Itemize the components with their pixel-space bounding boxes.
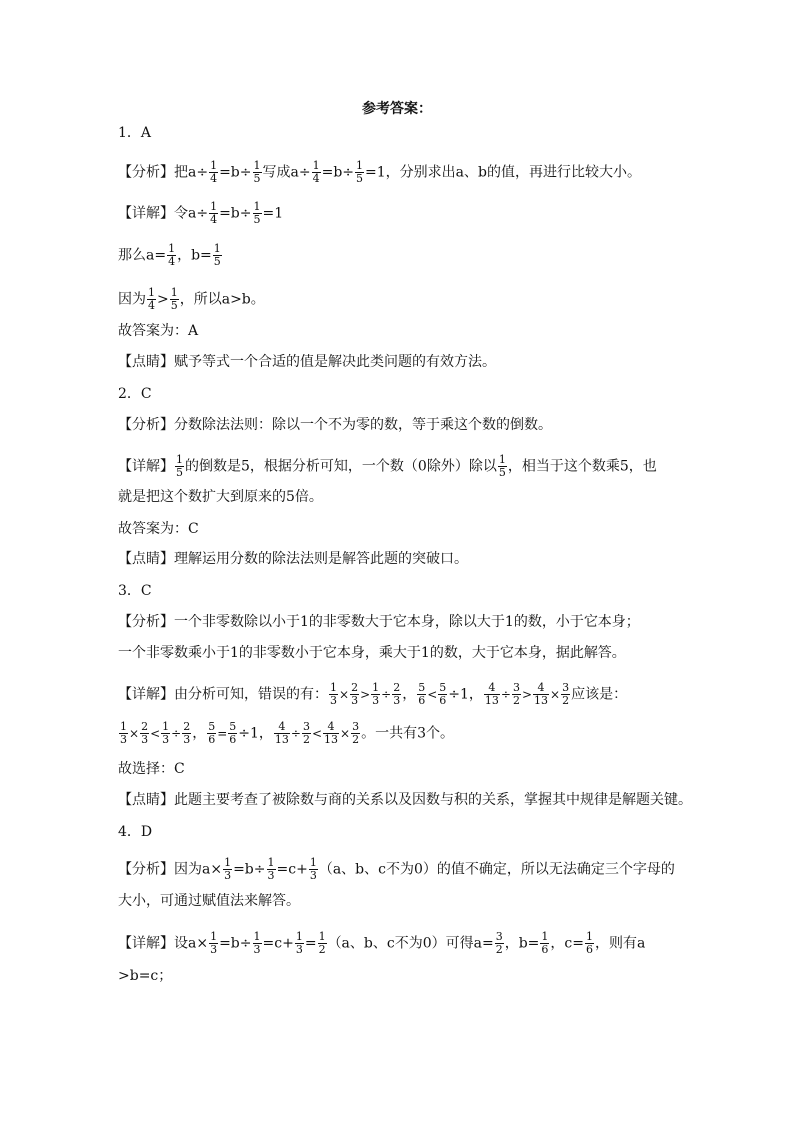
q3-number: 3．C bbox=[118, 583, 152, 599]
fraction: $\frac{1}{5}$ bbox=[253, 200, 261, 226]
fraction: $\frac{3}{2}$ bbox=[302, 720, 310, 746]
q4-detail: 【详解】设a× $\frac{1}{3}$ =b÷ $\frac{1}{3}$ =c+ $\frac{1}{3}$ = $\frac{1}{2}$ （a、b、c不为0）可得a= $\frac{3}{2}$ ，b= $\frac{1}{6}$ ，c= $\frac{1}{6}$ ，则有a bbox=[118, 930, 646, 956]
fraction: $\frac{1}{3}$ bbox=[253, 930, 261, 956]
fraction: $\frac{1}{6}$ bbox=[585, 930, 593, 956]
q4-analysis: 【分析】因为a× $\frac{1}{3}$ =b÷ $\frac{1}{3}$ =c+ $\frac{1}{3}$ （a、b、c不为0）的值不确定，所以无法确定三个字母的 bbox=[118, 856, 675, 882]
q1-detail: 【详解】令a÷ $\frac{1}{4}$ =b÷ $\frac{1}{5}$ =1 bbox=[118, 200, 284, 226]
q3-analysis: 【分析】一个非零数除以小于1的非零数大于它本身，除以大于1的数，小于它本身； bbox=[118, 614, 640, 630]
fraction: $\frac{3}{2}$ bbox=[562, 681, 570, 707]
fraction: $\frac{1}{6}$ bbox=[541, 930, 549, 956]
fraction: $\frac{1}{3}$ bbox=[330, 681, 337, 707]
fraction: $\frac{1}{3}$ bbox=[295, 930, 303, 956]
fraction: $\frac{1}{3}$ bbox=[210, 930, 218, 956]
fraction: $\frac{1}{4}$ bbox=[210, 159, 218, 185]
q1-remark: 【点睛】赋予等式一个合适的值是解决此类问题的有效方法。 bbox=[118, 354, 496, 370]
q3-analysis-cont: 一个非零数乘小于1的非零数小于它本身，乘大于1的数，大于它本身，据此解答。 bbox=[118, 645, 626, 661]
fraction: $\frac{1}{3}$ bbox=[120, 720, 127, 746]
q2-analysis: 【分析】分数除法法则：除以一个不为零的数，等于乘这个数的倒数。 bbox=[118, 417, 552, 433]
q3-detail: 【详解】由分析可知，错误的有： $\frac{1}{3}$ × $\frac{2}{3}$ > $\frac{1}{3}$ ÷ $\frac{2}{3}$ ， $\frac{5}{6}$ < $\frac{5}{6}$ ÷1， $\frac{4}{13}$ ÷ $\frac{3}{2}$ > $\frac{4}{13}$ × $\frac{3}{2}$ 应该是： bbox=[118, 681, 628, 707]
fraction: $\frac{5}{6}$ bbox=[418, 681, 426, 707]
fraction: $\frac{5}{6}$ bbox=[439, 681, 447, 707]
fraction: $\frac{1}{3}$ bbox=[162, 720, 170, 746]
fraction: $\frac{1}{5}$ bbox=[213, 242, 221, 268]
fraction: $\frac{1}{3}$ bbox=[267, 856, 275, 882]
q2-detail: 【详解】 $\frac{1}{5}$ 的倒数是5，根据分析可知，一个数（0除外）除以 $\frac{1}{5}$ ，相当于这个数乘5，也 bbox=[118, 453, 657, 479]
fraction: $\frac{5}{6}$ bbox=[208, 720, 216, 746]
fraction: $\frac{1}{4}$ bbox=[148, 286, 155, 312]
fraction: $\frac{2}{3}$ bbox=[183, 720, 191, 746]
q1-comparison: 因为 $\frac{1}{4}$ > $\frac{1}{5}$ ，所以a>b。 bbox=[118, 286, 265, 312]
q3-detail-cont: $\frac{1}{3}$ × $\frac{2}{3}$ < $\frac{1}{3}$ ÷ $\frac{2}{3}$ ， $\frac{5}{6}$ = $\frac{5}{6}$ ÷1， $\frac{4}{13}$ ÷ $\frac{3}{2}$ < $\frac{4}{13}$ × $\frac{3}{2}$ 。一共有3个。 bbox=[120, 720, 454, 746]
fraction: $\frac{1}{4}$ bbox=[168, 242, 176, 268]
fraction: $\frac{1}{3}$ bbox=[309, 856, 317, 882]
fraction: $\frac{2}{3}$ bbox=[141, 720, 149, 746]
fraction: $\frac{3}{2}$ bbox=[495, 930, 503, 956]
fraction: $\frac{4}{13}$ bbox=[534, 681, 549, 707]
q2-detail-cont: 就是把这个数扩大到原来的5倍。 bbox=[118, 489, 323, 505]
q4-detail-cont: >b=c； bbox=[118, 968, 173, 984]
fraction: $\frac{2}{3}$ bbox=[351, 681, 359, 707]
fraction: $\frac{3}{2}$ bbox=[512, 681, 520, 707]
fraction: $\frac{1}{4}$ bbox=[312, 159, 320, 185]
q2-answer: 故答案为：C bbox=[118, 521, 199, 537]
fraction: $\frac{1}{3}$ bbox=[372, 681, 380, 707]
q1-answer: 故答案为：A bbox=[118, 323, 199, 339]
fraction: $\frac{1}{5}$ bbox=[176, 453, 183, 479]
fraction: $\frac{5}{6}$ bbox=[229, 720, 237, 746]
fraction: $\frac{1}{2}$ bbox=[318, 930, 326, 956]
q4-analysis-cont: 大小，可通过赋值法来解答。 bbox=[118, 893, 300, 909]
q1-number: 1．A bbox=[118, 125, 152, 141]
fraction: $\frac{1}{5}$ bbox=[170, 286, 178, 312]
fraction: $\frac{1}{5}$ bbox=[356, 159, 364, 185]
fraction: $\frac{3}{2}$ bbox=[352, 720, 360, 746]
fraction: $\frac{1}{4}$ bbox=[210, 200, 218, 226]
fraction: $\frac{4}{13}$ bbox=[274, 720, 289, 746]
q3-remark: 【点睛】此题主要考查了被除数与商的关系以及因数与积的关系，掌握其中规律是解题关键。 bbox=[118, 792, 692, 808]
fraction: $\frac{1}{3}$ bbox=[224, 856, 232, 882]
q2-remark: 【点睛】理解运用分数的除法法则是解答此题的突破口。 bbox=[118, 551, 468, 567]
fraction: $\frac{2}{3}$ bbox=[393, 681, 401, 707]
q1-values: 那么a= $\frac{1}{4}$ ，b= $\frac{1}{5}$ bbox=[118, 242, 221, 268]
fraction: $\frac{4}{13}$ bbox=[484, 681, 499, 707]
fraction: $\frac{4}{13}$ bbox=[324, 720, 339, 746]
q2-number: 2．C bbox=[118, 386, 152, 402]
q3-answer: 故选择：C bbox=[118, 761, 185, 777]
fraction: $\frac{1}{5}$ bbox=[498, 453, 506, 479]
page-title: 参考答案： bbox=[362, 101, 432, 117]
fraction: $\frac{1}{5}$ bbox=[253, 159, 261, 185]
q1-analysis: 【分析】把a÷ $\frac{1}{4}$ =b÷ $\frac{1}{5}$ 写成a÷ $\frac{1}{4}$ =b÷ $\frac{1}{5}$ =1，分别求出a、b的值，再进行比较大小。 bbox=[118, 159, 641, 185]
q4-number: 4．D bbox=[118, 824, 153, 840]
